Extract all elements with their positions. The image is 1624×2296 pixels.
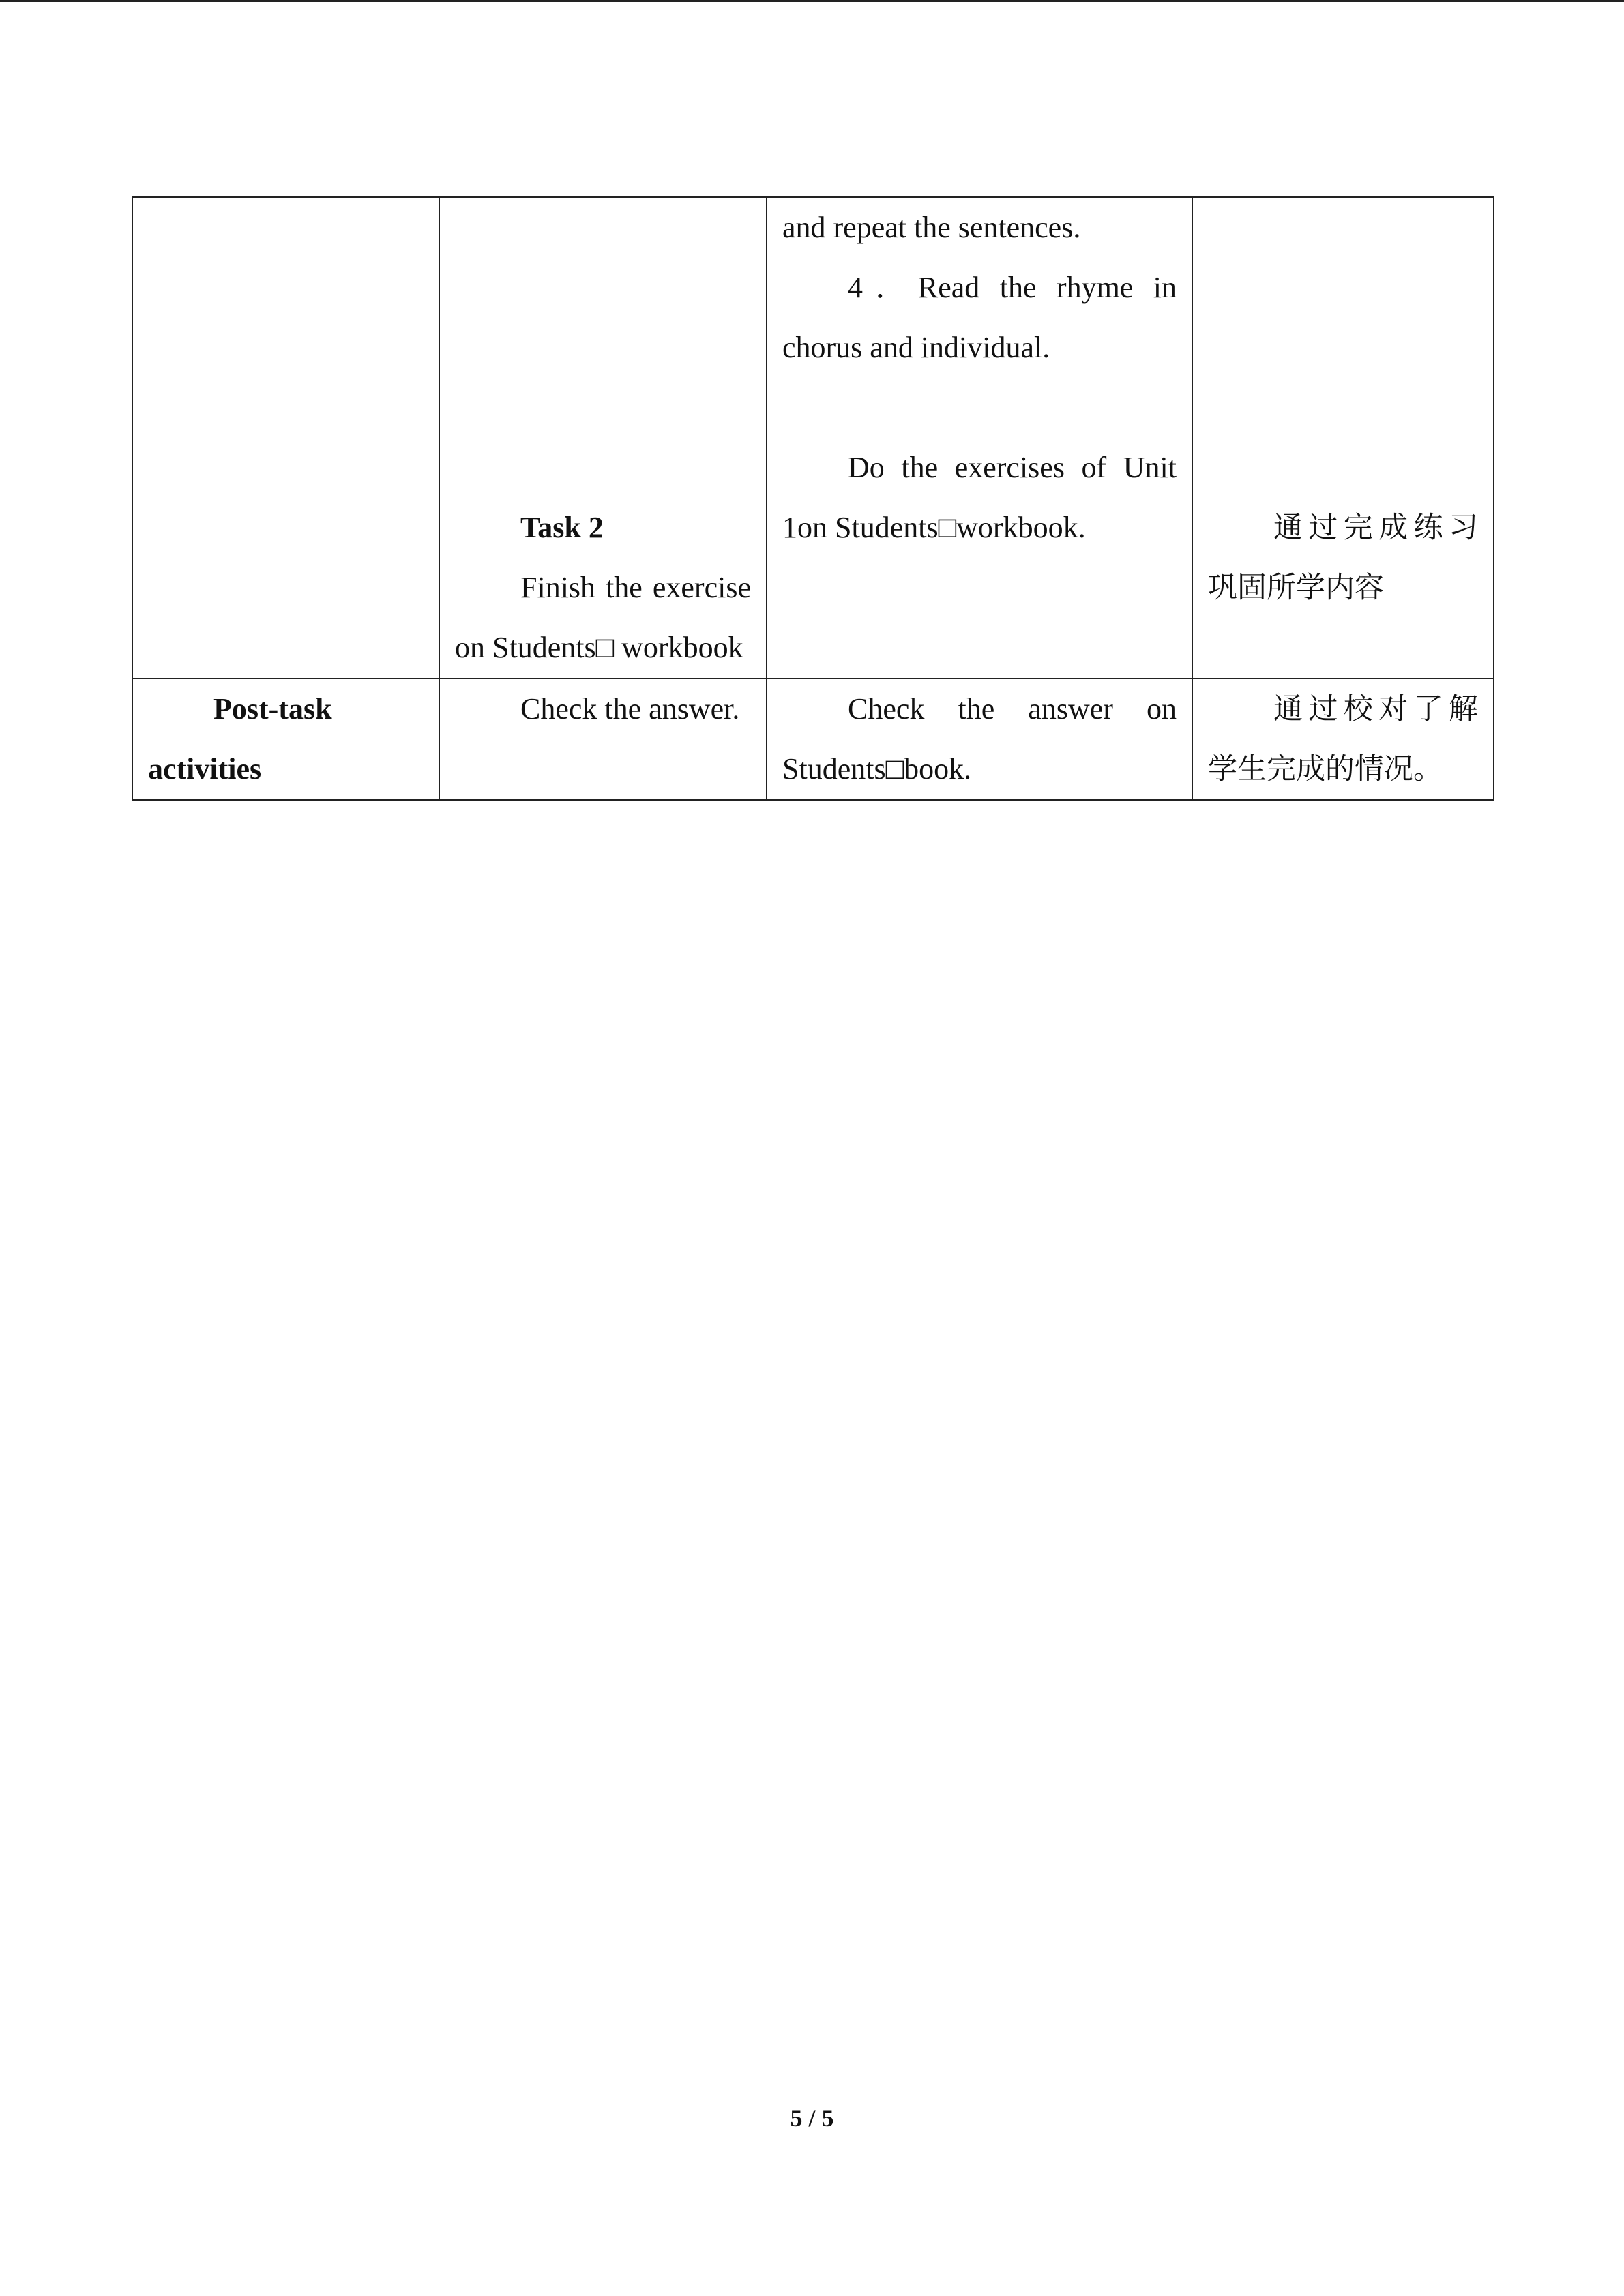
top-border-line	[0, 0, 1624, 2]
task-description: Check the answer.	[520, 692, 740, 726]
activity-line-1: and repeat the sentences.	[782, 211, 1081, 244]
purpose-text: 通过校对了解学生完成的情况。	[1208, 692, 1478, 786]
stage-cell	[132, 679, 439, 800]
activity-line-3: Do the exercises of Unit 1on Students□workbook.	[782, 451, 1177, 544]
task-cell	[439, 197, 767, 679]
task-cell	[439, 679, 767, 800]
table-row	[132, 679, 1494, 800]
purpose-cell	[1192, 679, 1494, 800]
activity-cell	[767, 679, 1192, 800]
lesson-plan-table	[132, 196, 1494, 801]
purpose-text: 通过完成练习巩固所学内容	[1208, 511, 1478, 605]
activity-cell	[767, 197, 1192, 679]
task-description: Finish the exercise on Students□ workbook	[455, 571, 751, 664]
activity-line-2: 4．Read the rhyme in chorus and individual.	[782, 271, 1177, 364]
table-row	[132, 197, 1494, 679]
stage-cell-empty	[132, 197, 439, 679]
task-title: Task 2	[520, 511, 604, 544]
page-number: 5 / 5	[790, 2104, 834, 2132]
stage-label: Post-task activities	[148, 692, 332, 786]
purpose-cell	[1192, 197, 1494, 679]
activity-text: Check the answer on Students□book.	[782, 692, 1177, 786]
